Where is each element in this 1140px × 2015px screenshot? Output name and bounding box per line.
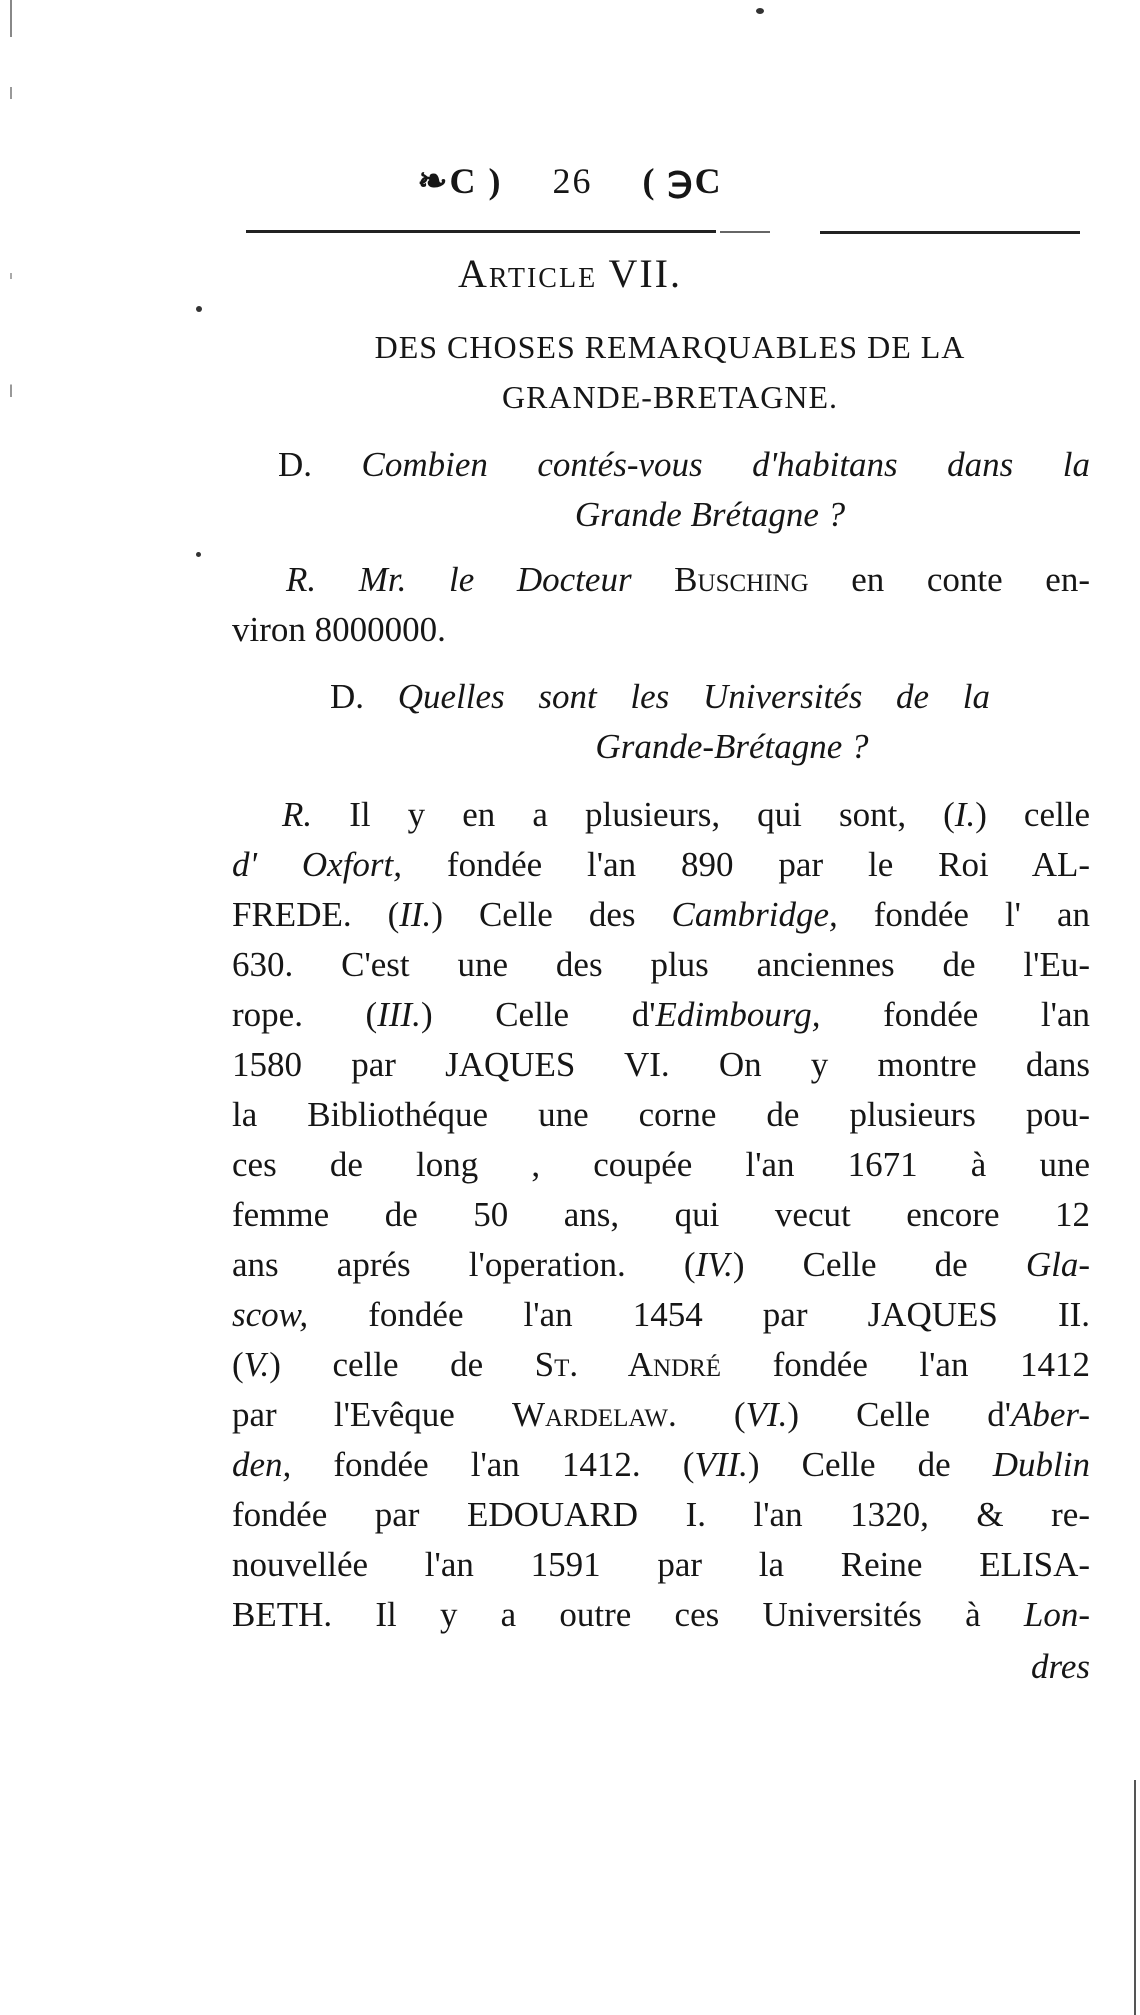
answer-text: ) celle [975, 795, 1090, 834]
answer-2-line-16 [232, 1540, 1090, 1590]
answer-text: ) Celle d' [420, 995, 656, 1034]
answer-text: ) Celle d' [787, 1395, 1011, 1434]
answer-label: R. [286, 560, 317, 599]
answer-text: BETH. Il y a outre ces Universités à [232, 1595, 981, 1634]
answer-text: ) Celle de [732, 1245, 968, 1284]
answer-2-line-2 [232, 840, 1090, 890]
question-text: Grande-Brétagne ? [595, 727, 869, 766]
answer-2-line-1 [282, 790, 1090, 840]
answer-text: ) celle de [269, 1345, 484, 1384]
answer-text: par l'Evêque [232, 1395, 455, 1434]
answer-2-line-12 [232, 1340, 1090, 1390]
roman-numeral: VI. [745, 1395, 788, 1434]
answer-text: fondée l'an 1412 [772, 1345, 1091, 1384]
place-name: d' Oxfort, [232, 845, 403, 884]
answer-2-line-9 [232, 1190, 1090, 1240]
article-title: Article VII. [458, 251, 682, 296]
question-label: D. [278, 445, 313, 484]
question-text: Quelles sont les Universités de la [397, 677, 991, 716]
answer-text: ) Celle des [431, 895, 636, 934]
answer-1-line-2 [232, 605, 1090, 655]
answer-text: femme de 50 ans, qui vecut encore 12 [232, 1195, 1090, 1234]
answer-text: Mr. le Docteur [358, 560, 632, 599]
answer-2-line-13 [232, 1390, 1090, 1440]
answer-text: rope. ( [232, 995, 378, 1034]
answer-text: viron 8000000. [232, 610, 446, 649]
header-rule [246, 230, 716, 233]
question-2-line-2 [232, 722, 1140, 772]
answer-text: FREDE. ( [232, 895, 400, 934]
place-name: Dublin [992, 1445, 1091, 1484]
answer-2-line-5 [232, 990, 1090, 1040]
answer-text: fondée l' an [873, 895, 1091, 934]
answer-name: Busching [674, 560, 809, 599]
answer-text: fondée l'an 1454 par JAQUES II. [368, 1295, 1090, 1334]
answer-text: ces de long , coupée l'an 1671 à une [232, 1145, 1090, 1184]
answer-text: nouvellée l'an 1591 par la Reine ELISA- [232, 1545, 1090, 1584]
ink-speck [196, 552, 201, 557]
answer-text: 630. C'est une des plus anciennes de l'Eu- [232, 945, 1090, 984]
place-name: Edimbourg, [655, 995, 821, 1034]
answer-text: ) Celle de [747, 1445, 951, 1484]
person-name: Wardelaw. [511, 1395, 677, 1434]
running-header [0, 160, 1140, 202]
answer-2-line-6 [232, 1040, 1090, 1090]
roman-numeral: IV. [695, 1245, 733, 1284]
section-subtitle [240, 322, 1100, 422]
answer-label: R. [282, 795, 313, 834]
answer-2-line-11 [232, 1290, 1090, 1340]
answer-text: 1580 par JAQUES VI. On y montre dans [232, 1045, 1090, 1084]
right-ornament: ( ℈C [642, 161, 723, 201]
roman-numeral: III. [377, 995, 421, 1034]
answer-2-line-15 [232, 1490, 1090, 1540]
roman-numeral: II. [399, 895, 432, 934]
answer-2-line-8 [232, 1140, 1090, 1190]
scan-right-edge [1134, 1780, 1136, 2015]
page-number: 26 [552, 161, 593, 201]
place-name: den, [232, 1445, 292, 1484]
answer-text: la Bibliothéque une corne de plusieurs pou- [232, 1095, 1090, 1134]
scan-left-edge [10, 0, 12, 620]
roman-numeral: I. [954, 795, 976, 834]
question-text: Grande Brétagne ? [574, 495, 846, 534]
answer-text: fondée l'an 1412. ( [333, 1445, 695, 1484]
place-name: scow, [232, 1295, 309, 1334]
roman-numeral: V. [243, 1345, 270, 1384]
answer-2-line-14 [232, 1440, 1090, 1490]
question-2-line-1 [330, 672, 990, 722]
subtitle-line-2: GRANDE-BRETAGNE. [501, 379, 839, 415]
place-name: Lon- [1023, 1595, 1091, 1634]
answer-text: ( [232, 1345, 244, 1384]
answer-text: en conte en- [851, 560, 1090, 599]
answer-2-line-17 [232, 1590, 1090, 1640]
header-rule-dash [720, 231, 770, 233]
question-1-line-1 [278, 440, 1090, 490]
answer-2-line-3 [232, 890, 1090, 940]
subtitle-line-1: DES CHOSES REMARQUABLES DE LA [374, 329, 966, 365]
answer-text: ( [733, 1395, 746, 1434]
place-name: Gla- [1025, 1245, 1091, 1284]
answer-text: Il y en a plusieurs, qui sont, ( [349, 795, 955, 834]
answer-text: fondée l'an [883, 995, 1090, 1034]
place-name: Aber- [1011, 1395, 1090, 1434]
answer-text: fondée par EDOUARD I. l'an 1320, & re- [232, 1495, 1090, 1534]
question-1-line-2 [232, 490, 1140, 540]
catchword-text: dres [1031, 1647, 1090, 1686]
place-name: Cambridge, [671, 895, 838, 934]
ink-speck [756, 8, 764, 14]
answer-2-line-4 [232, 940, 1090, 990]
answer-2-line-7 [232, 1090, 1090, 1140]
answer-1-line-1 [286, 555, 1090, 605]
left-ornament: ❧C ) [417, 161, 503, 201]
roman-numeral: VII. [694, 1445, 748, 1484]
person-name: St. André [534, 1345, 722, 1384]
catchword [232, 1642, 1090, 1692]
question-label: D. [330, 677, 365, 716]
answer-text: fondée l'an 890 par le Roi AL- [446, 845, 1090, 884]
question-text: Combien contés-vous d'habitans dans la [361, 445, 1090, 484]
answer-2-line-10 [232, 1240, 1090, 1290]
header-rule [820, 231, 1080, 234]
ink-speck [196, 306, 202, 312]
answer-text: ans aprés l'operation. ( [232, 1245, 696, 1284]
